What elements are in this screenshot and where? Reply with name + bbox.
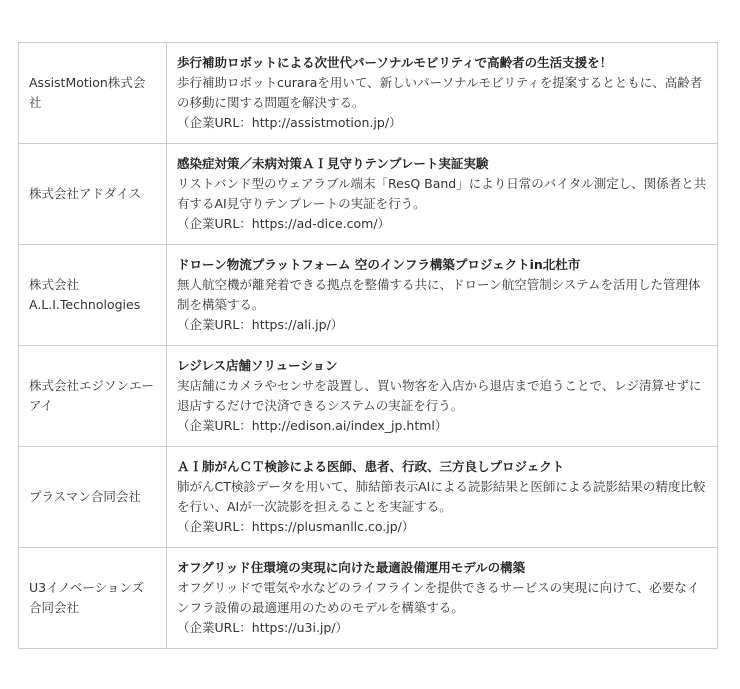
- company-url: （企業URL：https://ali.jp/）: [177, 317, 344, 332]
- company-url: （企業URL：https://ad-dice.com/）: [177, 216, 391, 231]
- company-name-cell: 株式会社アドダイス: [19, 144, 167, 245]
- project-cell: [167, 43, 718, 144]
- project-title: 歩行補助ロボットによる次世代パーソナルモビリティで高齢者の生活支援を！: [177, 55, 613, 70]
- project-description: 肺がんCT検診データを用いて、肺結節表示AIによる読影結果と医師による読影結果の精度比較を行い、AIが一次読影を担えることを実証する。: [177, 479, 706, 514]
- table-row: [19, 447, 718, 548]
- company-url: （企業URL：https://u3i.jp/）: [177, 620, 349, 635]
- company-name-cell: プラスマン合同会社: [19, 447, 167, 548]
- company-name-cell: U3イノベーションズ合同会社: [19, 548, 167, 649]
- project-title: オフグリッド住環境の実現に向けた最適設備運用モデルの構築: [177, 560, 526, 575]
- project-cell: [167, 144, 718, 245]
- project-description: 実店舗にカメラやセンサを設置し、買い物客を入店から退店まで追うことで、レジ清算せずに退店するだけで決済できるシステムの実証を行う。: [177, 378, 702, 413]
- table-row: [19, 144, 718, 245]
- company-table: [18, 42, 718, 649]
- company-url: （企業URL：http://edison.ai/index_jp.html）: [177, 418, 448, 433]
- company-url: （企業URL：http://assistmotion.jp/）: [177, 115, 402, 130]
- project-description: オフグリッドで電気や水などのライフラインを提供できるサービスの実現に向けて、必要なインフラ設備の最適運用のためのモデルを構築する。: [177, 580, 700, 615]
- project-title: レジレス店舗ソリューション: [177, 358, 338, 373]
- project-cell: [167, 447, 718, 548]
- company-name-cell: 株式会社エジソンエーアイ: [19, 346, 167, 447]
- project-title: ドローン物流プラットフォーム 空のインフラ構築プロジェクトin北杜市: [177, 257, 581, 272]
- table-row: [19, 43, 718, 144]
- project-title: 感染症対策／未病対策ＡＩ見守りテンプレート実証実験: [177, 156, 489, 171]
- project-description: リストバンド型のウェアラブル端末「ResQ Band」により日常のバイタル測定し、関係者と共有するAI見守りテンプレートの実証を行う。: [177, 176, 707, 211]
- project-title: ＡＩ肺がんＣＴ検診による医師、患者、行政、三方良しプロジェクト: [177, 459, 565, 474]
- company-name-cell: AssistMotion株式会社: [19, 43, 167, 144]
- table-row: [19, 548, 718, 649]
- table-row: [19, 245, 718, 346]
- project-cell: [167, 548, 718, 649]
- table-row: [19, 346, 718, 447]
- company-url: （企業URL：https://plusmanllc.co.jp/）: [177, 519, 415, 534]
- project-cell: [167, 346, 718, 447]
- company-name-cell: 株式会社A.L.I.Technologies: [19, 245, 167, 346]
- project-description: 歩行補助ロボットcuraraを用いて、新しいパーソナルモビリティを提案するとともに、高齢者の移動に関する問題を解決する。: [177, 75, 703, 110]
- project-description: 無人航空機が離発着できる拠点を整備する共に、ドローン航空管制システムを活用した管理体制を構築する。: [177, 277, 701, 312]
- company-table-wrapper: [18, 42, 718, 649]
- project-cell: [167, 245, 718, 346]
